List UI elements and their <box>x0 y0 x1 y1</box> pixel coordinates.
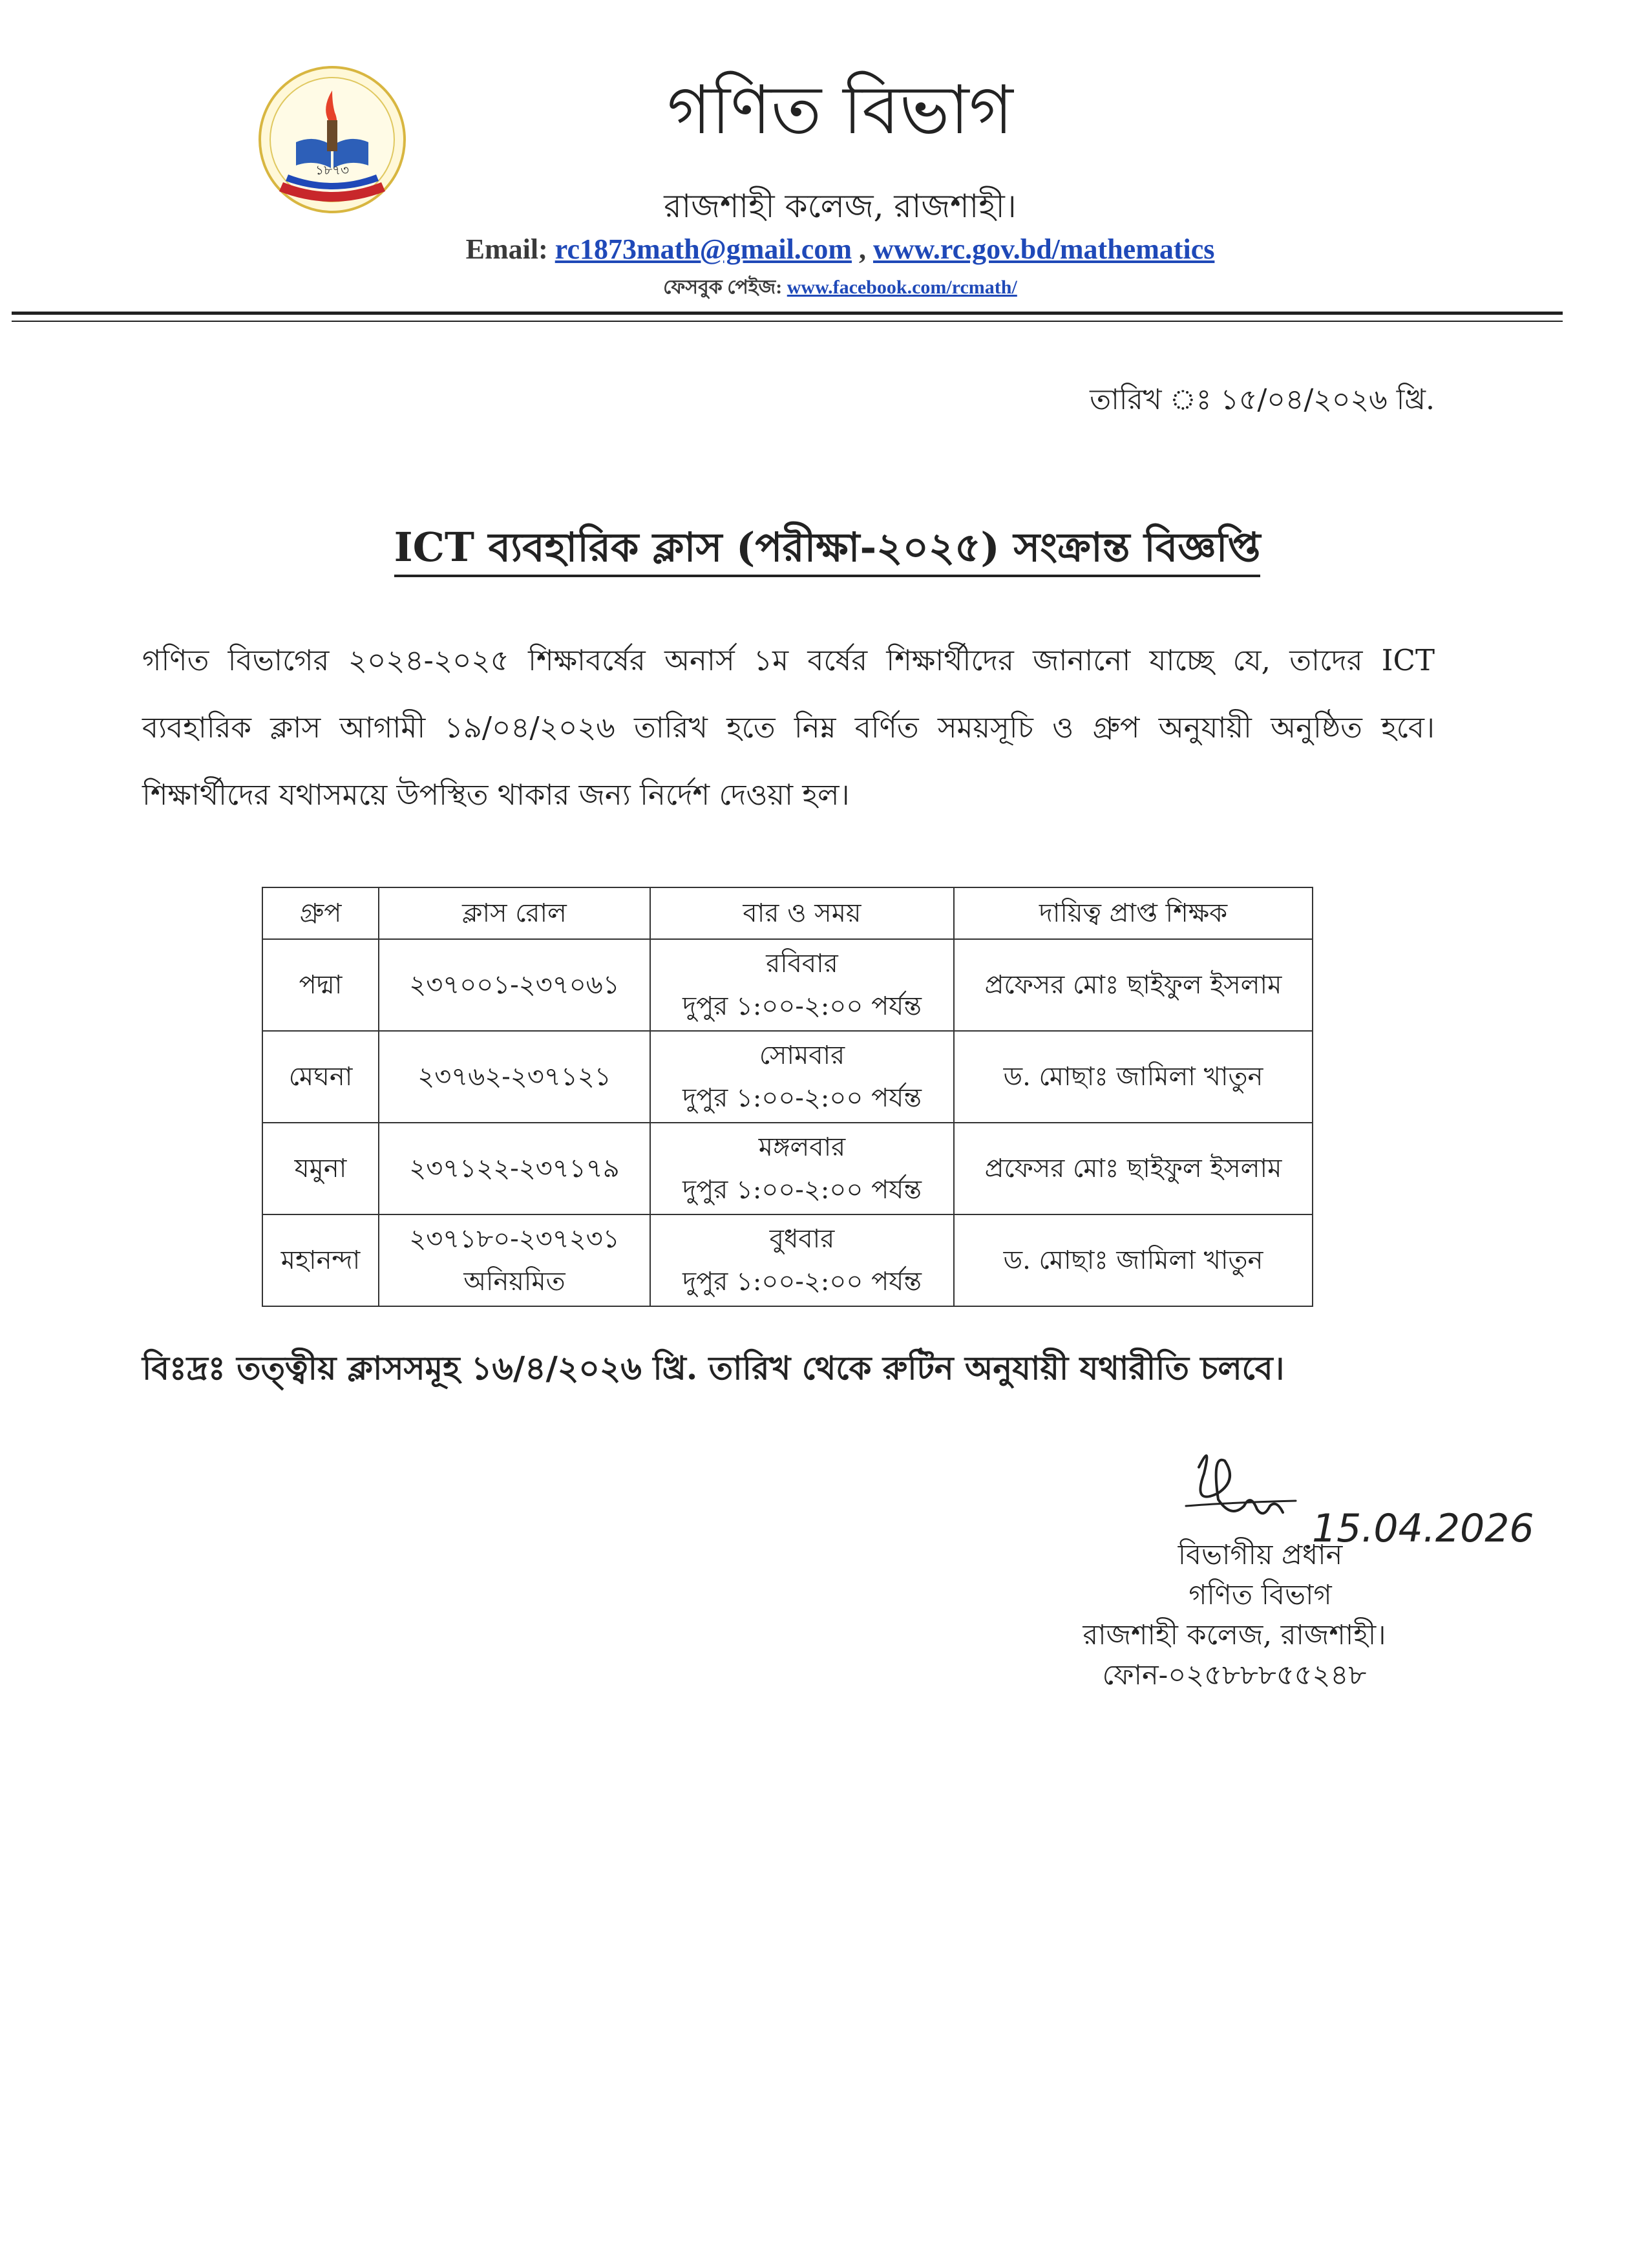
cell-group: যমুনা <box>262 1123 379 1214</box>
email-line <box>259 233 1422 266</box>
table-row <box>262 939 1313 1031</box>
cell-day: বুধবার <box>769 1224 835 1254</box>
link-separator: , <box>851 233 873 265</box>
cell-group: মেঘনা <box>262 1031 379 1123</box>
footnote: বিঃদ্রঃ তত্ত্বীয় ক্লাসসমূহ ১৬/৪/২০২৬ খ্রি. তারিখ থেকে রুটিন অনুযায়ী যথারীতি চলবে। <box>142 1349 1285 1387</box>
college-logo <box>257 65 407 215</box>
cell-teacher: ড. মোছাঃ জামিলা খাতুন <box>954 1214 1313 1306</box>
cell-time: দুপুর ১:০০-২:০০ পর্যন্ত <box>682 1267 922 1297</box>
cell-roll-note: অনিয়মিত <box>463 1267 565 1297</box>
cell-time: দুপুর ১:০০-২:০০ পর্যন্ত <box>682 1083 922 1113</box>
table-header-row <box>262 887 1313 939</box>
cell-roll <box>379 1214 650 1306</box>
website-link[interactable]: www.rc.gov.bd/mathematics <box>872 233 1215 265</box>
signature-date: 15.04.2026 <box>1312 1506 1534 1551</box>
notice-body: গণিত বিভাগের ২০২৪-২০২৫ শিক্ষাবর্ষের অনার্স ১ম বর্ষের শিক্ষার্থীদের জানানো যাচ্ছে যে, তাদের ICT ব্যবহারিক ক্লাস আগামী ১৯/০৪/২০২৬ তারিখ হতে নিম্ন বর্ণিত সময়সূচি ও গ্রুপ অনুযায়ী অনুষ্ঠিত হবে। শিক্ষার্থীদের যথাসময়ে উপস্থিত থাকার জন্য নির্দেশ দেওয়া হল। <box>142 643 1435 812</box>
table-row <box>262 1123 1313 1214</box>
cell-time: দুপুর ১:০০-২:০০ পর্যন্ত <box>682 1175 922 1205</box>
cell-day: মঙ্গলবার <box>758 1132 846 1162</box>
cell-teacher: প্রফেসর মোঃ ছাইফুল ইসলাম <box>954 1123 1313 1214</box>
signature-block <box>1008 1535 1461 1695</box>
header-roll: ক্লাস রোল <box>379 887 650 939</box>
cell-teacher: প্রফেসর মোঃ ছাইফুল ইসলাম <box>954 939 1313 1031</box>
cell-roll: ২৩৭৬২-২৩৭১২১ <box>379 1031 650 1123</box>
cell-day-time <box>650 1123 954 1214</box>
facebook-line <box>388 271 1293 304</box>
signatory-title: বিভাগীয় প্রধান <box>1178 1539 1343 1571</box>
header-teacher: দায়িত্ব প্রাপ্ত শিক্ষক <box>954 887 1313 939</box>
cell-roll: ২৩৭০০১-২৩৭০৬১ <box>379 939 650 1031</box>
signatory-phone: ফোন-০২৫৮৮৮৫৫২৪৮ <box>1102 1659 1367 1691</box>
cell-roll: ২৩৭১২২-২৩৭১৭৯ <box>379 1123 650 1214</box>
cell-group: পদ্মা <box>262 939 379 1031</box>
table-row <box>262 1214 1313 1306</box>
email-label: Email: <box>465 233 548 265</box>
logo-year: ১৮৭৩ <box>315 162 349 178</box>
department-title: গণিত বিভাগ <box>667 70 1013 149</box>
table-row <box>262 1031 1313 1123</box>
facebook-link[interactable]: www.facebook.com/rcmath/ <box>787 277 1017 298</box>
header-day-time: বার ও সময় <box>650 887 954 939</box>
cell-day: সোমবার <box>759 1041 845 1070</box>
notice-date: তারিখ ঃ ১৫/০৪/২০২৬ খ্রি. <box>1090 383 1435 416</box>
schedule-table <box>262 887 1313 1307</box>
cell-day-time <box>650 939 954 1031</box>
header-rule-thin <box>12 321 1563 322</box>
facebook-label: ফেসবুক পেইজ: <box>663 277 783 298</box>
cell-day: রবিবার <box>766 949 838 979</box>
cell-time: দুপুর ১:০০-২:০০ পর্যন্ত <box>682 991 922 1021</box>
college-name: রাজশাহী কলেজ, রাজশাহী। <box>664 187 1017 225</box>
header-group: গ্রুপ <box>262 887 379 939</box>
cell-day-time <box>650 1214 954 1306</box>
header-rule-thick <box>12 312 1563 315</box>
cell-day-time <box>650 1031 954 1123</box>
signatory-department: গণিত বিভাগ <box>1188 1579 1332 1611</box>
cell-teacher: ড. মোছাঃ জামিলা খাতুন <box>954 1031 1313 1123</box>
cell-group: মহানন্দা <box>262 1214 379 1306</box>
notice-subject <box>194 517 1461 584</box>
email-link[interactable]: rc1873math@gmail.com <box>555 233 852 265</box>
signatory-college: রাজশাহী কলেজ, রাজশাহী। <box>1083 1619 1386 1651</box>
subject-text: ICT ব্যবহারিক ক্লাস (পরীক্ষা-২০২৫) সংক্রান্ত বিজ্ঞপ্তি <box>394 524 1261 577</box>
cell-roll-range: ২৩৭১৮০-২৩৭২৩১ <box>409 1224 620 1254</box>
